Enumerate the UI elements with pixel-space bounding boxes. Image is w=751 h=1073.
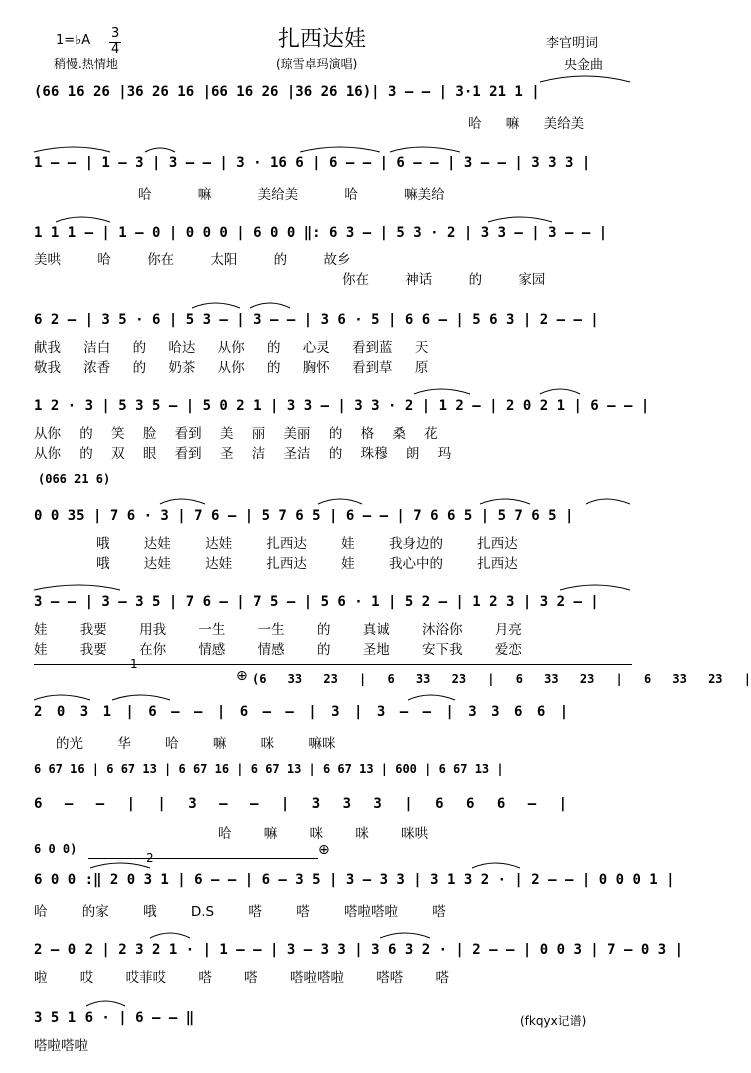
lyric-row-10a: 哈 的家 哦 D.S 嗒 嗒 嗒啦嗒啦 嗒 [34, 904, 446, 920]
lyric-row-4b: 敬我 浓香 的 奶茶 从你 的 胸怀 看到草 原 [34, 360, 429, 376]
lyric-row-2a: 哈 嘛 美给美 哈 嘛美给 [138, 187, 445, 203]
notation-row-3: 1 1 1 – | 1 – 0 | 0 0 0 | 6 0 0 ‖: 6 3 – | 5 3 · 2 | 3 3 – | 3 – – | [34, 225, 608, 241]
notation-row-4: 6 2 – | 3 5 · 6 | 5 3 – | 3 – – | 3 6 · 5 | 6 6 – | 5 6 3 | 2 – – | [34, 312, 599, 328]
lyric-row-7b: 娃 我要 在你 情感 情感 的 圣地 安下我 爱恋 [34, 642, 522, 658]
notation-row-8: 2 0 3 1 | 6 – – | 6 – – | 3 | 3 – – | 3 3 6 6 | [34, 704, 569, 720]
lyric-row-9a: 哈 嘛 咪 咪 咪哄 [218, 826, 429, 842]
song-title: 扎西达娃 [278, 27, 367, 52]
lyric-row-6b: 哦 达娃 达娃 扎西达 娃 我心中的 扎西达 [96, 556, 518, 572]
lyric-row-5a: 从你 的 笑 脸 看到 美 丽 美丽 的 格 桑 花 [34, 426, 438, 442]
notation-row-2: 1 – – | 1 – 3 | 3 – – | 3 · 16 6 | 6 – – | 6 – – | 3 – – | 3 3 3 | [34, 155, 591, 171]
notation-row-12: 3 5 1 6 · | 6 – – ‖ [34, 1010, 195, 1026]
transcriber-credit: (fkqyx记谱) [520, 1014, 587, 1028]
ending-paren: 6 0 0) [34, 842, 78, 856]
coda-accompaniment: (6 33 23 | 6 33 23 | 6 33 23 | 6 33 23 | [252, 672, 751, 686]
lyric-row-3a: 美哄 哈 你在 太阳 的 故乡 [34, 252, 351, 268]
time-signature-bottom: 4 [111, 42, 120, 57]
lyric-row-7a: 娃 我要 用我 一生 一生 的 真诚 沐浴你 月亮 [34, 622, 522, 638]
lyric-row-4a: 献我 洁白 的 哈达 从你 的 心灵 看到蓝 天 [34, 340, 429, 356]
lyric-row-8a: 的光 华 哈 嘛 咪 嘛咪 [56, 736, 336, 752]
accompaniment-intro: (066 21 6) [38, 472, 111, 486]
composer-credit: 央金曲 [564, 58, 604, 73]
coda-sign-2: ⊕ [318, 842, 330, 858]
volta-2-label: 2 [146, 851, 154, 865]
notation-row-7: 3 – – | 3 – 3 5 | 7 6 – | 7 5 – | 5 6 · 1 | 5 2 – | 1 2 3 | 3 2 – | [34, 594, 599, 610]
key-signature: 1=♭A [56, 33, 91, 48]
lyric-row-12a: 嗒啦嗒啦 [34, 1038, 88, 1054]
notation-row-1: (66 16 26 |36 26 16 |66 16 26 |36 26 16)| 3 – – | 3·1 21 1 | [34, 84, 540, 100]
lyric-row-5b: 从你 的 双 眼 看到 圣 洁 圣洁 的 珠穆 朗 玛 [34, 446, 452, 462]
accompaniment-line-2: 6 67 16 | 6 67 13 | 6 67 16 | 6 67 13 | 6 67 13 | 600 | 6 67 13 | [34, 762, 504, 776]
tempo-marking: 稍慢.热情地 [54, 57, 118, 71]
coda-sign: ⊕ [236, 668, 248, 684]
volta-1-label: 1 [130, 657, 138, 671]
lyric-row-3b: 你在 神话 的 家园 [342, 272, 546, 288]
notation-row-5: 1 2 · 3 | 5 3 5 – | 5 0 2 1 | 3 3 – | 3 3 · 2 | 1 2 – | 2 0 2 1 | 6 – – | [34, 398, 650, 414]
notation-row-6: 0 0 35 | 7 6 · 3 | 7 6 – | 5 7 6 5 | 6 – – | 7 6 6 5 | 5 7 6 5 | [34, 508, 574, 524]
lyric-row-11a: 啦 哎 哎菲哎 嗒 嗒 嗒啦嗒啦 嗒嗒 嗒 [34, 970, 450, 986]
notation-row-10: 6 0 0 :‖ 2 0 3 1 | 6 – – | 6 – 3 5 | 3 – 3 3 | 3 1 3 2 · | 2 – – | 0 0 0 1 | [34, 872, 675, 888]
singer-credit: (琼雪卓玛演唱) [276, 57, 358, 71]
lyric-row-6a: 哦 达娃 达娃 扎西达 娃 我身边的 扎西达 [96, 536, 518, 552]
notation-row-11: 2 – 0 2 | 2 3 2 1 · | 1 – – | 3 – 3 3 | 3 6 3 2 · | 2 – – | 0 0 3 | 7 – 0 3 | [34, 942, 684, 958]
lyricist-credit: 李官明词 [546, 36, 599, 51]
notation-row-9: 6 – – | | 3 – – | 3 3 3 | 6 6 6 – | [34, 796, 568, 812]
time-signature-top: 3 [111, 26, 120, 41]
lyric-row-1a: 哈 嘛 美给美 [468, 116, 585, 132]
